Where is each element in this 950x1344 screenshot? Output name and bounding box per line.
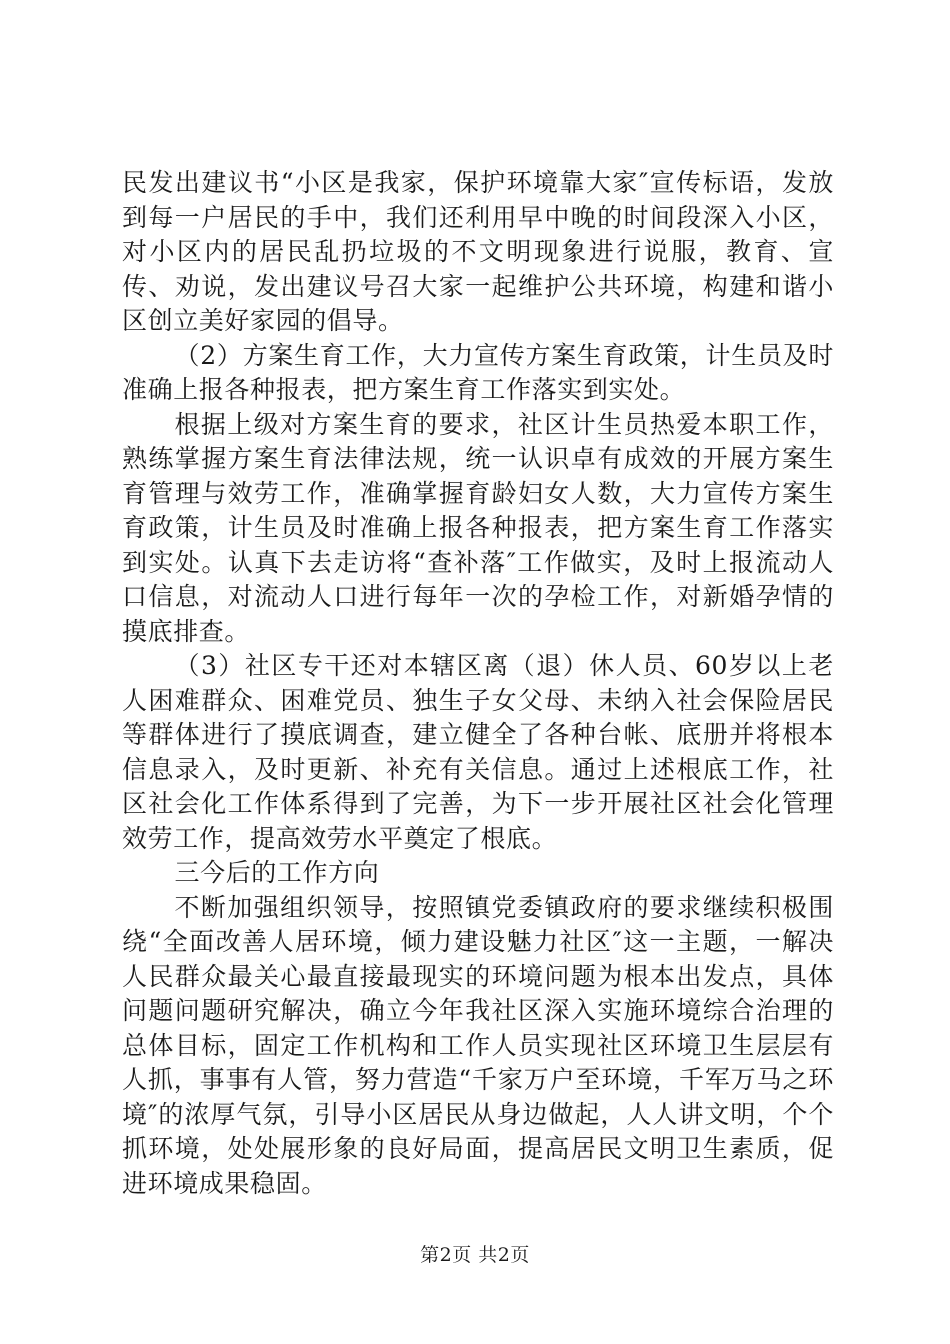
document-body [122, 166, 834, 1201]
paragraph-family-planning-heading: （2）方案生育工作，大力宣传方案生育政策，计生员及时准确上报各种报表，把方案生育工作落实到实处。 [122, 340, 834, 404]
paragraph-family-planning-detail: 根据上级对方案生育的要求，社区计生员热爱本职工作，熟练掌握方案生育法律法规，统一认识卓有成效的开展方案生育管理与效劳工作，准确掌握育龄妇女人数，大力宣传方案生育政策，计生员及时准确上报各种报表，把方案生育工作落实到实处。认真下去走访将“查补落″工作做实，及时上报流动人口信息，对流动人口进行每年一次的孕检工作，对新婚孕情的摸底排查。 [122, 409, 834, 646]
section-heading-future-direction: 三今后的工作方向 [174, 858, 380, 887]
paragraph-community-survey: （3）社区专干还对本辖区离（退）休人员、60岁以上老人困难群众、困难党员、独生子女父母、未纳入社会保险居民等群体进行了摸底调查，建立健全了各种台帐、底册并将根本信息录入，及时更新、补充有关信息。通过上述根底工作，社区社会化工作体系得到了完善，为下一步开展社区社会化管理效劳工作，提高效劳水平奠定了根底。 [122, 651, 834, 853]
paragraph-future-direction: 不断加强组织领导，按照镇党委镇政府的要求继续积极围绕“全面改善人居环境，倾力建设魅力社区″这一主题，一解决人民群众最关心最直接最现实的环境问题为根本出发点，具体问题问题研究解决，确立今年我社区深入实施环境综合治理的总体目标，固定工作机构和工作人员实现社区环境卫生层层有人抓，事事有人管，努力营造“千家万户至环境，千军万马之环境″的浓厚气氛，引导小区居民从身边做起，人人讲文明，个个抓环境，处处展形象的良好局面，提高居民文明卫生素质，促进环境成果稳固。 [122, 892, 834, 1198]
paragraph-continuation: 民发出建议书“小区是我家，保护环境靠大家″宣传标语，发放到每一户居民的手中，我们还利用早中晚的时间段深入小区，对小区内的居民乱扔垃圾的不文明现象进行说服，教育、宣传、劝说，发出建议号召大家一起维护公共环境，构建和谐小区创立美好家园的倡导。 [122, 168, 834, 335]
page-footer: 第2页 共2页 [420, 1244, 530, 1266]
